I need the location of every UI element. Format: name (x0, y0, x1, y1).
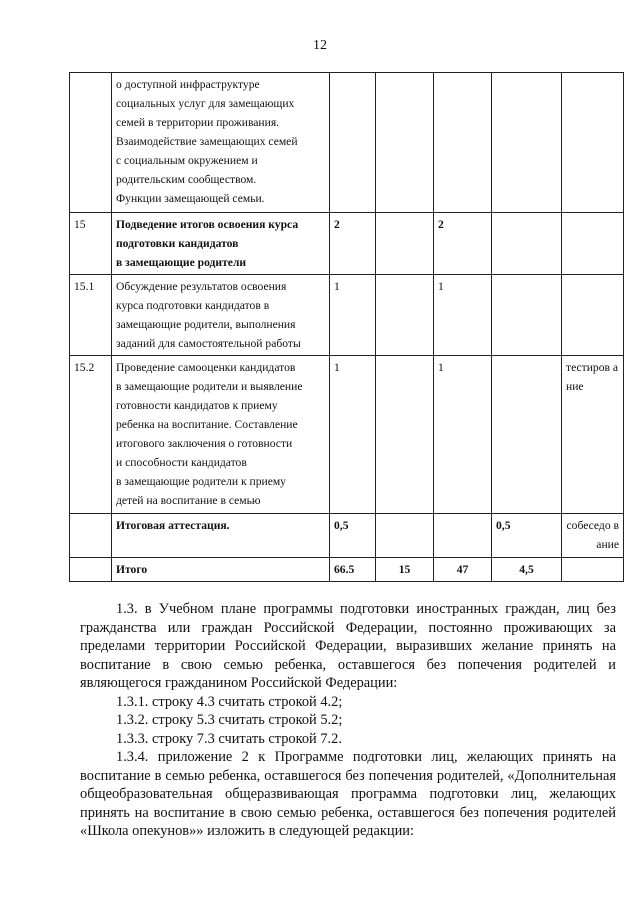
row-name-line: ребенка на воспитание. Составление (116, 418, 298, 431)
hours-self-cell (492, 356, 562, 514)
hours-total-cell: 1 (330, 356, 376, 514)
hours-practice-cell: 47 (434, 558, 492, 582)
hours-total-cell: 2 (330, 213, 376, 275)
row-name-line: детей на воспитание в семью (116, 494, 261, 507)
table-row (70, 213, 624, 275)
row-name-line: социальных услуг для замещающих (116, 97, 295, 110)
row-name-line: Функции замещающей семьи. (116, 192, 265, 205)
hours-self-cell (492, 73, 562, 213)
row-number-cell (70, 514, 112, 558)
hours-lecture-cell (376, 73, 434, 213)
control-form-cell: собеседо вание (562, 514, 624, 558)
hours-self-cell: 0,5 (492, 514, 562, 558)
table-row (70, 558, 624, 582)
row-name-line: с социальным окружением и (116, 154, 258, 167)
control-form-cell (562, 275, 624, 356)
row-name-line: родительским сообществом. (116, 173, 257, 186)
hours-practice-cell (434, 514, 492, 558)
amendment-text (80, 600, 616, 841)
page-number: 12 (313, 38, 327, 53)
row-name-line: готовности кандидатов к приему (116, 399, 278, 412)
hours-practice-cell: 1 (434, 356, 492, 514)
paragraph-1-3-2: 1.3.2. строку 5.3 считать строкой 5.2; (116, 712, 343, 728)
hours-lecture-cell (376, 356, 434, 514)
row-name-line: подготовки кандидатов (116, 237, 239, 250)
paragraph-1-3-3: 1.3.3. строку 7.3 считать строкой 7.2. (116, 730, 342, 747)
row-number-cell (70, 73, 112, 213)
row-name-line: Подведение итогов освоения курса (116, 218, 299, 231)
table-row (70, 514, 624, 558)
row-name-line: Обсуждение результатов освоения (116, 280, 287, 293)
row-number-cell: 15.2 (70, 356, 112, 514)
row-name-line: и способности кандидатов (116, 456, 247, 469)
hours-lecture-cell: 15 (376, 558, 434, 582)
row-name-line: Итого (116, 563, 148, 576)
row-name-line: курса подготовки кандидатов в (116, 299, 270, 312)
row-name-cell (112, 558, 330, 582)
control-form-cell (562, 213, 624, 275)
row-name-cell (112, 514, 330, 558)
row-name-line: Итоговая аттестация. (116, 519, 230, 532)
table-row (70, 73, 624, 213)
hours-lecture-cell (376, 213, 434, 275)
hours-practice-cell: 2 (434, 213, 492, 275)
hours-total-cell: 1 (330, 275, 376, 356)
table-row (70, 275, 624, 356)
row-name-line: в замещающие родители и выявление (116, 380, 303, 393)
hours-total-cell: 0,5 (330, 514, 376, 558)
hours-total-cell: 66.5 (330, 558, 376, 582)
row-name-line: итогового заключения о готовности (116, 437, 293, 450)
row-name-line: замещающие родители, выполнения (116, 318, 296, 331)
table-row (70, 356, 624, 514)
row-name-cell (112, 213, 330, 275)
hours-total-cell (330, 73, 376, 213)
row-number-cell: 15.1 (70, 275, 112, 356)
hours-self-cell (492, 275, 562, 356)
row-name-cell (112, 73, 330, 213)
control-form-cell (562, 558, 624, 582)
paragraph-1-3-4: 1.3.4. приложение 2 к Программе подготовки лиц, желающих принять на воспитание в семью ребенка, оставшегося без попечения родителей, «Дополнительная общеобразовательная общеразвивающая программа подготовки лиц, желающих принять на воспитание в свою семью ребенка, оставшегося без попечения родителей «Школа опекунов»» изложить в следующей редакции: (80, 749, 616, 839)
row-name-line: в замещающие родители (116, 256, 247, 269)
control-form-cell: тестиров ание (562, 356, 624, 514)
hours-lecture-cell (376, 514, 434, 558)
row-name-line: в замещающие родители к приему (116, 475, 286, 488)
hours-lecture-cell (376, 275, 434, 356)
hours-practice-cell (434, 73, 492, 213)
row-number-cell (70, 558, 112, 582)
control-form-cell (562, 73, 624, 213)
row-name-cell (112, 275, 330, 356)
row-number-cell: 15 (70, 213, 112, 275)
hours-practice-cell: 1 (434, 275, 492, 356)
study-plan-table (69, 72, 624, 582)
hours-self-cell: 4,5 (492, 558, 562, 582)
row-name-line: о доступной инфраструктуре (116, 78, 260, 91)
paragraph-1-3: 1.3. в Учебном плане программы подготовки иностранных граждан, лиц без гражданства или граждан Российской Федерации, постоянно проживающих за пределами территории Российской Федерации, выразивших желание принять на воспитание в свою семью ребенка, оставшегося без попечения родителей и являющегося гражданином Российской Федерации: (80, 601, 616, 691)
row-name-line: Проведение самооценки кандидатов (116, 361, 296, 374)
paragraph-1-3-1: 1.3.1. строку 4.3 считать строкой 4.2; (116, 693, 343, 710)
table-body (70, 73, 624, 582)
row-name-line: семей в территории проживания. (116, 116, 280, 129)
hours-self-cell (492, 213, 562, 275)
row-name-cell (112, 356, 330, 514)
row-name-line: Взаимодействие замещающих семей (116, 135, 298, 148)
row-name-line: заданий для самостоятельной работы (116, 337, 301, 350)
